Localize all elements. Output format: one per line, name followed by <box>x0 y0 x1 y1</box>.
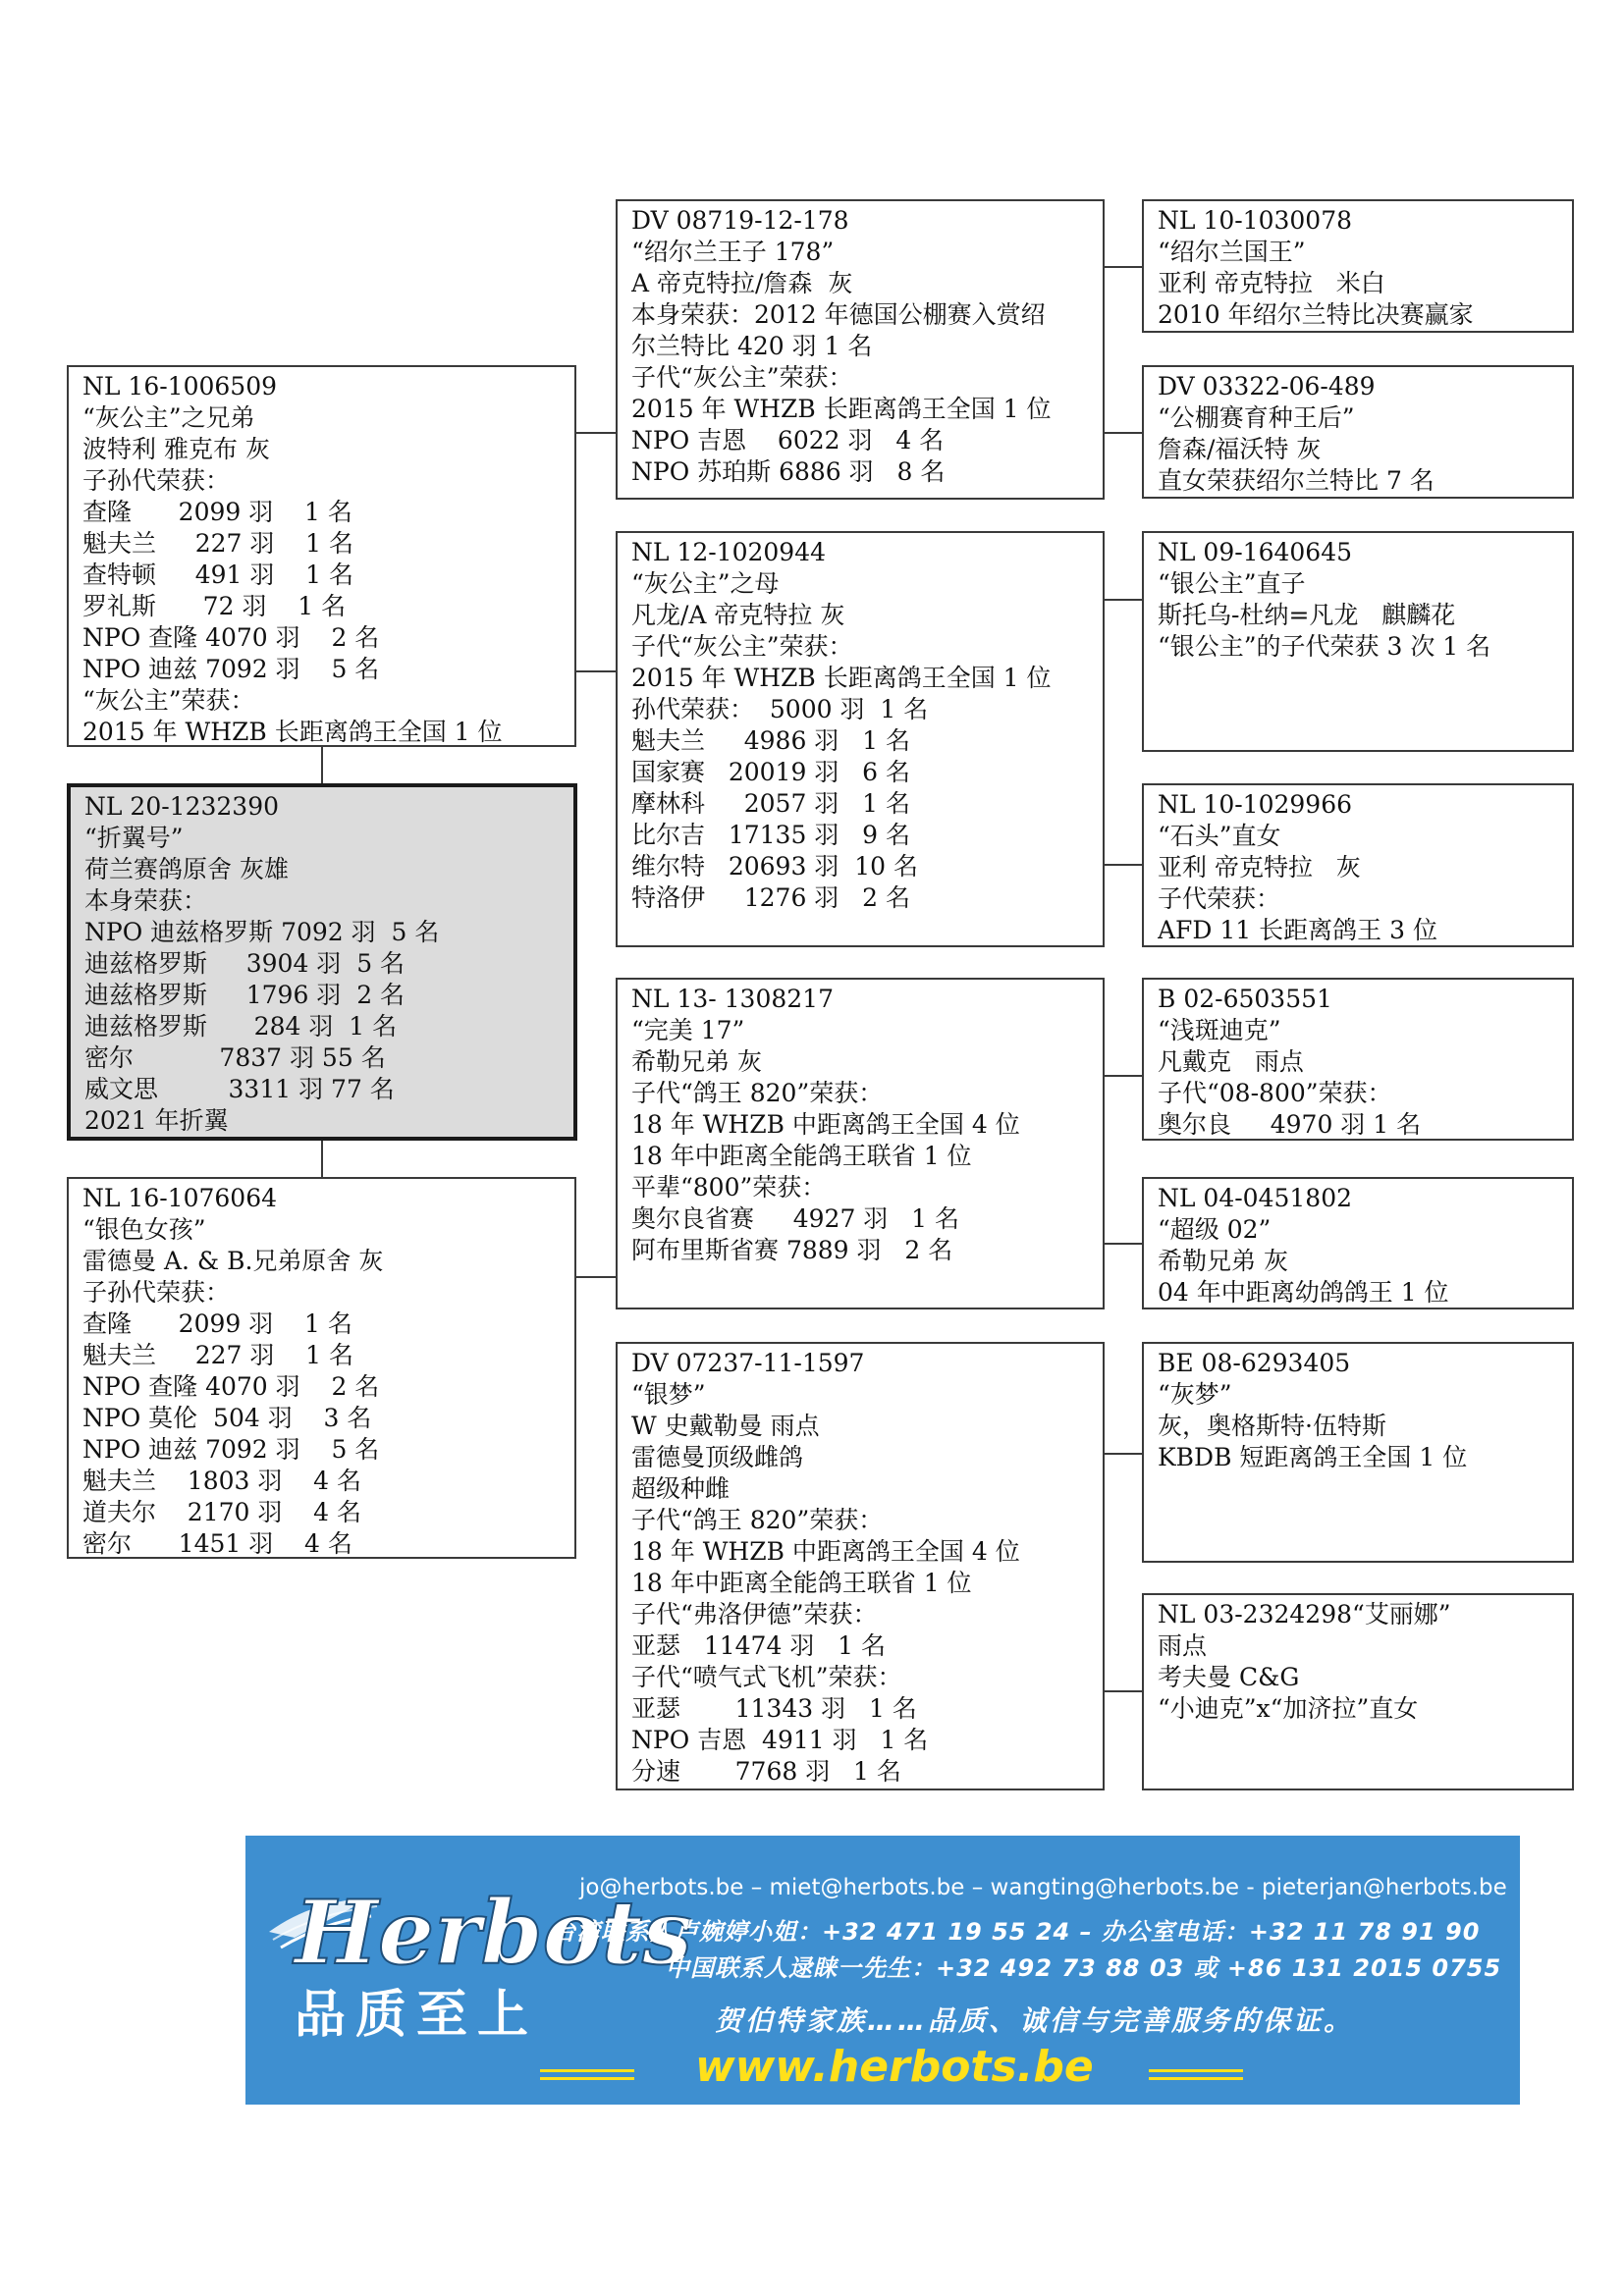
pedigree-line: 子孙代荣获： <box>82 466 231 495</box>
pedigree-line: 尔兰特比 420 羽 1 名 <box>631 332 873 360</box>
pedigree-line: 迪兹格罗斯 3904 羽 5 名 <box>84 949 406 978</box>
pedigree-line: 2015 年 WHZB 长距离鸽王全国 1 位 <box>631 395 1052 423</box>
connector-gp4-ggp7 <box>1105 1453 1142 1455</box>
pedigree-line: 子代“灰公主”荣获： <box>631 363 853 392</box>
connector-gp4-ggp8 <box>1105 1690 1142 1692</box>
connector-gp1-ggp1 <box>1105 266 1142 268</box>
ring-number: DV 03322-06-489 <box>1158 372 1376 400</box>
pedigree-line: “折翼号” <box>84 824 184 852</box>
china-contact: 中国联系人逯睐一先生：+32 492 73 88 03 或 +86 131 2015 0755 <box>666 1954 1502 1982</box>
website-link[interactable]: www.herbots.be <box>695 2042 1094 2092</box>
pedigree-line: 子代“弗洛伊德”荣获： <box>631 1600 878 1629</box>
pedigree-line: NPO 迪兹 7092 羽 5 名 <box>82 1435 380 1464</box>
pedigree-line: 奥尔良 4970 羽 1 名 <box>1158 1110 1422 1139</box>
pedigree-line: NPO 苏珀斯 6886 羽 8 名 <box>631 457 946 486</box>
pedigree-line: “灰公主”荣获： <box>82 686 255 715</box>
pedigree-line: 子孙代荣获： <box>82 1278 231 1307</box>
taiwan-contact: 台湾联系人卢婉婷小姐：+32 471 19 55 24 – 办公室电话：+32 11 78 91 90 <box>552 1918 1481 1946</box>
pedigree-line: 威文思 3311 羽 77 名 <box>84 1075 395 1103</box>
pedigree-line: “公棚赛育种王后” <box>1158 403 1355 432</box>
connector-gp2-ggp3 <box>1105 599 1142 601</box>
ring-number: NL 12-1020944 <box>631 538 827 566</box>
pedigree-line: NPO 吉恩 4911 羽 1 名 <box>631 1726 929 1754</box>
great-grandparent-card-2 <box>1142 365 1574 499</box>
pedigree-line: 奥尔良省赛 4927 羽 1 名 <box>631 1204 959 1233</box>
ring-number: NL 16-1076064 <box>82 1184 278 1212</box>
pedigree-line: “灰梦” <box>1158 1380 1232 1409</box>
pedigree-line: “银公主”直子 <box>1158 569 1306 598</box>
pedigree-line: 魁夫兰 227 羽 1 名 <box>82 1341 354 1369</box>
pedigree-line: 子代“喷气式飞机”荣获： <box>631 1663 902 1691</box>
pedigree-line: 凡戴克 雨点 <box>1158 1047 1304 1076</box>
ring-number: NL 10-1029966 <box>1158 790 1353 819</box>
pedigree-line: 亚瑟 11474 羽 1 名 <box>631 1631 887 1660</box>
pedigree-line: “灰公主”之兄弟 <box>82 403 255 432</box>
pedigree-line: 直女荣获绍尔兰特比 7 名 <box>1158 466 1435 495</box>
ring-number: DV 08719-12-178 <box>631 206 849 235</box>
pedigree-line: “绍尔兰王子 178” <box>631 238 835 266</box>
connector-gp1-ggp2 <box>1105 432 1142 434</box>
pedigree-line: 雨点 <box>1158 1631 1208 1660</box>
pedigree-line: 2015 年 WHZB 长距离鸽王全国 1 位 <box>631 664 1052 692</box>
ring-number: NL 20-1232390 <box>84 792 280 821</box>
pedigree-line: 平辈“800”荣获： <box>631 1173 827 1201</box>
pedigree-line: 子代“鸽王 820”荣获： <box>631 1079 884 1107</box>
great-grandparent-card-3 <box>1142 531 1574 752</box>
pedigree-line: 亚瑟 11343 羽 1 名 <box>631 1694 917 1723</box>
pedigree-line: “银公主”的子代荣获 3 次 1 名 <box>1158 632 1491 661</box>
pedigree-line: 密尔 7837 羽 55 名 <box>84 1043 386 1072</box>
pedigree-line: 2021 年折翼 <box>84 1106 229 1135</box>
pedigree-line: 魁夫兰 227 羽 1 名 <box>82 529 354 558</box>
pedigree-line: NPO 吉恩 6022 羽 4 名 <box>631 426 945 454</box>
pedigree-line: 2015 年 WHZB 长距离鸽王全国 1 位 <box>82 718 503 746</box>
pedigree-line: 18 年 WHZB 中距离鸽王全国 4 位 <box>631 1110 1020 1139</box>
connector-sire-subject <box>321 747 323 783</box>
pedigree-line: 子代“灰公主”荣获： <box>631 632 853 661</box>
great-grandparent-card-4 <box>1142 783 1574 947</box>
pedigree-line: 国家赛 20019 羽 6 名 <box>631 758 911 786</box>
ring-number: DV 07237-11-1597 <box>631 1349 865 1377</box>
ring-number: NL 09-1640645 <box>1158 538 1353 566</box>
pedigree-line: NPO 迪兹格罗斯 7092 羽 5 名 <box>84 918 440 946</box>
pedigree-line: 亚利 帝克特拉 灰 <box>1158 853 1361 881</box>
connector-gp3-ggp5 <box>1105 1075 1142 1077</box>
pedigree-line: “绍尔兰国王” <box>1158 238 1306 266</box>
slogan: 品质至上 <box>295 1986 539 2045</box>
pedigree-line: W 史戴勒曼 雨点 <box>631 1412 820 1440</box>
pedigree-line: 雷德曼 A. & B.兄弟原舍 灰 <box>82 1247 384 1275</box>
pedigree-line: 查隆 2099 羽 1 名 <box>82 498 352 526</box>
pedigree-line: 孙代荣获： 5000 羽 1 名 <box>631 695 929 723</box>
pedigree-line: 04 年中距离幼鸽鸽王 1 位 <box>1158 1278 1449 1307</box>
pedigree-line: 希勒兄弟 灰 <box>1158 1247 1288 1275</box>
subject-pigeon-card <box>67 783 577 1141</box>
pedigree-line: 詹森/福沃特 灰 <box>1158 435 1322 463</box>
pedigree-line: 维尔特 20693 羽 10 名 <box>631 852 918 881</box>
pedigree-line: 魁夫兰 4986 羽 1 名 <box>631 726 910 755</box>
pedigree-line: 分速 7768 羽 1 名 <box>631 1757 901 1786</box>
motto: 贺伯特家族……品质、诚信与完善服务的保证。 <box>715 2004 1355 2037</box>
pedigree-line: 灰，奥格斯特·伍特斯 <box>1158 1412 1386 1440</box>
pedigree-line: 比尔吉 17135 羽 9 名 <box>631 821 911 849</box>
pedigree-line: 迪兹格罗斯 1796 羽 2 名 <box>84 981 406 1009</box>
ring-number: BE 08-6293405 <box>1158 1349 1351 1377</box>
pedigree-line: 本身荣获：2012 年德国公棚赛入赏绍 <box>631 300 1046 329</box>
pedigree-line: 雷德曼顶级雌鸽 <box>631 1443 804 1471</box>
pedigree-line: “浅斑迪克” <box>1158 1016 1281 1044</box>
pedigree-line: NPO 迪兹 7092 羽 5 名 <box>82 655 380 683</box>
connector-sire-granddam <box>576 670 616 672</box>
ring-number: NL 16-1006509 <box>82 372 278 400</box>
pedigree-line: 超级种雌 <box>631 1474 731 1503</box>
great-grandparent-card-1 <box>1142 199 1574 333</box>
brand-wordmark: Herbots <box>295 1881 692 1985</box>
url-divider-right-2 <box>1149 2077 1243 2080</box>
pedigree-line: 阿布里斯省赛 7889 羽 2 名 <box>631 1236 953 1264</box>
grandsire-maternal-card <box>616 978 1105 1309</box>
pedigree-line: 凡龙/A 帝克特拉 灰 <box>631 601 845 629</box>
great-grandparent-card-7 <box>1142 1342 1574 1563</box>
pedigree-line: A 帝克特拉/詹森 灰 <box>631 269 853 297</box>
pedigree-line: NPO 莫伦 504 羽 3 名 <box>82 1404 372 1432</box>
pedigree-line: 波特利 雅克布 灰 <box>82 435 270 463</box>
ring-number: NL 10-1030078 <box>1158 206 1353 235</box>
ring-number: NL 04-0451802 <box>1158 1184 1353 1212</box>
pedigree-line: 子代“鸽王 820”荣获： <box>631 1506 884 1534</box>
sire-card <box>67 365 576 747</box>
ring-number: NL 03-2324298“艾丽娜” <box>1158 1600 1451 1629</box>
contact-emails: jo@herbots.be – miet@herbots.be – wangting@herbots.be - pieterjan@herbots.be <box>579 1875 1507 1900</box>
pedigree-line: 希勒兄弟 灰 <box>631 1047 762 1076</box>
pedigree-line: 18 年中距离全能鸽王联省 1 位 <box>631 1569 972 1597</box>
granddam-maternal-card <box>616 1342 1105 1790</box>
pedigree-line: 密尔 1451 羽 4 名 <box>82 1529 352 1558</box>
pedigree-line: 魁夫兰 1803 羽 4 名 <box>82 1467 361 1495</box>
pedigree-line: 迪兹格罗斯 284 羽 1 名 <box>84 1012 398 1041</box>
connector-sire-grandsire <box>576 432 616 434</box>
herbots-banner <box>245 1836 1520 2105</box>
great-grandparent-card-6 <box>1142 1177 1574 1309</box>
great-grandparent-card-8 <box>1142 1593 1574 1790</box>
pedigree-line: NPO 查隆 4070 羽 2 名 <box>82 1372 380 1401</box>
connector-dam-grandsire <box>576 1276 616 1278</box>
dam-card <box>67 1177 576 1559</box>
pedigree-line: 查特顿 491 羽 1 名 <box>82 561 354 589</box>
pedigree-line: 摩林科 2057 羽 1 名 <box>631 789 910 818</box>
pedigree-line: 斯托乌-杜纳=凡龙 麒麟花 <box>1158 601 1456 629</box>
grandsire-paternal-card <box>616 199 1105 500</box>
pedigree-line: “石头”直女 <box>1158 822 1281 850</box>
url-divider-left-2 <box>540 2077 634 2080</box>
connector-gp2-ggp4 <box>1105 864 1142 866</box>
pedigree-line: 特洛伊 1276 羽 2 名 <box>631 883 910 912</box>
pedigree-line: 2010 年绍尔兰特比决赛赢家 <box>1158 300 1474 329</box>
pedigree-line: 荷兰赛鸽原舍 灰雄 <box>84 855 289 883</box>
pedigree-line: 子代荣获： <box>1158 884 1281 913</box>
pedigree-line: 罗礼斯 72 羽 1 名 <box>82 592 347 620</box>
pedigree-line: 亚利 帝克特拉 米白 <box>1158 269 1385 297</box>
connector-gp3-ggp6 <box>1105 1243 1142 1245</box>
pedigree-line: 18 年 WHZB 中距离鸽王全国 4 位 <box>631 1537 1020 1566</box>
pedigree-line: 本身荣获： <box>84 886 208 915</box>
great-grandparent-card-5 <box>1142 978 1574 1141</box>
pedigree-line: 查隆 2099 羽 1 名 <box>82 1309 352 1338</box>
ring-number: B 02-6503551 <box>1158 985 1332 1013</box>
connector-subject-dam <box>321 1141 323 1177</box>
pedigree-line: “超级 02” <box>1158 1215 1272 1244</box>
pedigree-line: 考夫曼 C&G <box>1158 1663 1300 1691</box>
pedigree-line: “完美 17” <box>631 1016 745 1044</box>
url-divider-left <box>540 2069 634 2072</box>
pedigree-line: “银梦” <box>631 1380 706 1409</box>
pedigree-line: 18 年中距离全能鸽王联省 1 位 <box>631 1142 972 1170</box>
ring-number: NL 13- 1308217 <box>631 985 834 1013</box>
pedigree-line: KBDB 短距离鸽王全国 1 位 <box>1158 1443 1468 1471</box>
url-divider-right <box>1149 2069 1243 2072</box>
pedigree-line: “银色女孩” <box>82 1215 206 1244</box>
pedigree-line: “灰公主”之母 <box>631 569 780 598</box>
pedigree-line: NPO 查隆 4070 羽 2 名 <box>82 623 380 652</box>
granddam-paternal-card <box>616 531 1105 947</box>
pedigree-line: 道夫尔 2170 羽 4 名 <box>82 1498 361 1526</box>
pedigree-line: “小迪克”x“加济拉”直女 <box>1158 1694 1419 1723</box>
pedigree-line: AFD 11 长距离鸽王 3 位 <box>1158 916 1437 944</box>
pedigree-line: 子代“08-800”荣获： <box>1158 1079 1392 1107</box>
